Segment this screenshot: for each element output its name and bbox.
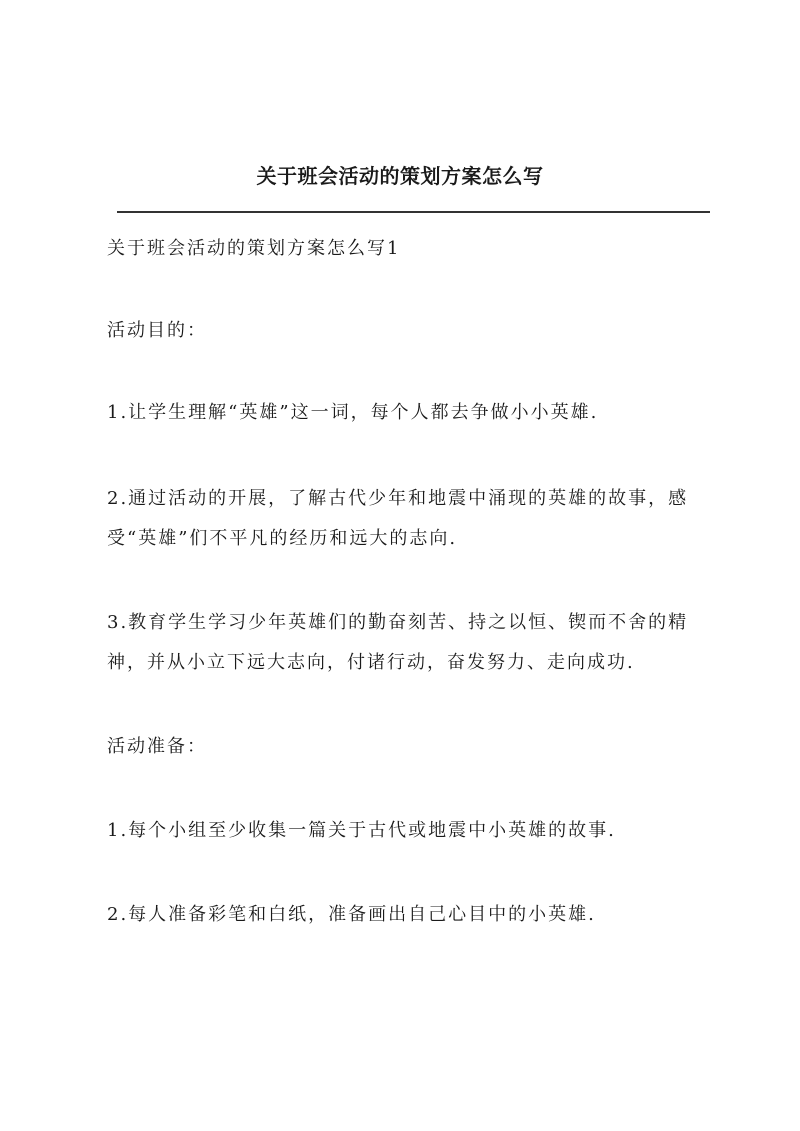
preparation-item-1: 1.每个小组至少收集一篇关于古代或地震中小英雄的故事. [107,820,616,841]
purpose-item-3: 3.教育学生学习少年英雄们的勤奋刻苦、持之以恒、锲而不舍的精神，并从小立下远大志向，付诸行动，奋发努力、走向成功. [107,612,689,673]
section-heading: 关于班会活动的策划方案怎么写1 [107,238,401,259]
document-title: 关于班会活动的策划方案怎么写 [256,164,544,188]
purpose-item-1: 1.让学生理解“英雄”这一词，每个人都去争做小小英雄. [107,402,599,423]
subsection-heading-preparation: 活动准备： [107,736,207,757]
purpose-item-2: 2.通过活动的开展，了解古代少年和地震中涌现的英雄的故事，感受“英雄”们不平凡的经历和远大的志向. [107,488,689,549]
subsection-heading-purpose: 活动目的： [107,320,207,341]
title-divider [117,211,710,213]
preparation-item-2: 2.每人准备彩笔和白纸，准备画出自己心目中的小英雄. [107,904,596,925]
